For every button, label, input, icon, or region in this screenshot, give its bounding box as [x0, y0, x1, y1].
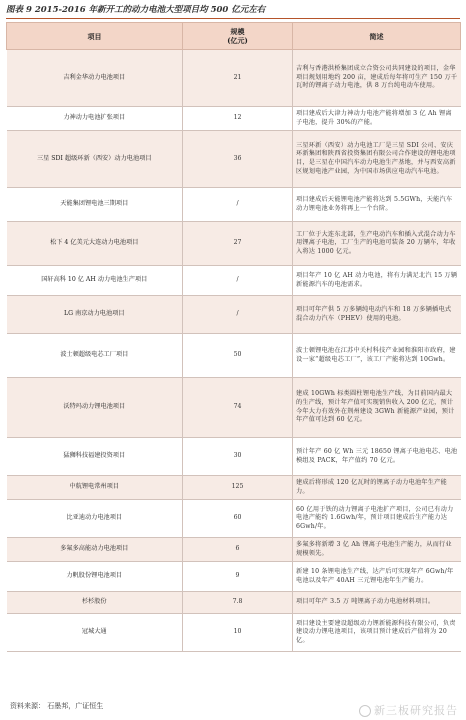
description-cell: 项目建设主要建设超级动力锂新能源科技有限公司，负责建设动力锂电池项目，该项目预计建成后产值将为 20 亿。 [293, 614, 461, 652]
description-cell: 预计年产 60 亿 Wh 三元 18650 锂离子电池电芯、电池模组及 PACK，年产值约 70 亿元。 [293, 438, 461, 476]
project-name-cell: 波士顿超级电芯工厂项目 [7, 334, 183, 378]
scale-cell: 74 [183, 378, 293, 438]
description-cell: 项目建成后天能锂电池产能将达到 5.5GWh，天能汽车动力锂电池业务将再上一个台阶。 [293, 188, 461, 222]
header-scale-line2: (亿元) [227, 36, 248, 45]
table-row [7, 500, 461, 538]
project-name-cell: 力帆股份锂电池项目 [7, 562, 183, 592]
description-cell: 项目建成后大津力神动力电池产能将增加 3 亿 Ah 锂离子电池，提升 30%的产能。 [293, 107, 461, 131]
project-name-cell: 松下 4 亿美元大连动力电池项目 [7, 222, 183, 266]
description-cell: 项目可年产 3.5 万 吨锂离子动力电池材料项目。 [293, 592, 461, 614]
header-project: 项目 [7, 23, 183, 50]
scale-cell: 9 [183, 562, 293, 592]
description-cell: 项目可年产供 5 万多辆纯电动汽车和 18 万多辆插电式混合动力汽车（PHEV）使用的电池。 [293, 296, 461, 334]
project-name-cell: 猛狮科技福建投资项目 [7, 438, 183, 476]
table-row [7, 296, 461, 334]
table-body [7, 50, 461, 652]
scale-cell: 125 [183, 476, 293, 500]
projects-table [6, 22, 461, 652]
table-row [7, 131, 461, 188]
description-cell: 项目年产 10 亿 AH 动力电池，将有力满足北汽 15 万辆新能源汽车的电池需求。 [293, 266, 461, 296]
scale-cell: 36 [183, 131, 293, 188]
watermark [359, 702, 458, 718]
table-row [7, 614, 461, 652]
table-header-row [7, 23, 461, 50]
header-scale [183, 23, 293, 50]
description-cell: 多氟多将新增 3 亿 Ah 锂离子电池生产能力，从而行业规模领先。 [293, 538, 461, 562]
table-row [7, 378, 461, 438]
table-row [7, 562, 461, 592]
table-row [7, 334, 461, 378]
table-row [7, 538, 461, 562]
scale-cell: 10 [183, 614, 293, 652]
scale-cell: / [183, 188, 293, 222]
scale-cell: / [183, 266, 293, 296]
project-name-cell: 杉杉股份 [7, 592, 183, 614]
description-cell: 工厂位于大连东北部，生产电动汽车和插入式混合动力车用锂离子电池，工厂生产的电池可装备 20 万辆车，年收入将达 1000 亿元。 [293, 222, 461, 266]
scale-cell: / [183, 296, 293, 334]
scale-cell: 30 [183, 438, 293, 476]
table-row [7, 188, 461, 222]
table-row [7, 438, 461, 476]
table-row [7, 592, 461, 614]
project-name-cell: 冠城大通 [7, 614, 183, 652]
scale-cell: 27 [183, 222, 293, 266]
table-row [7, 222, 461, 266]
description-cell: 建成 10GWh 标类圆柱锂电池生产线，为目前国内最大的生产线，预计年产值可实现销售收入 200 亿元，预计今年大力有效外在荆州建设 3GWh 新能源产业园，预计年产值可达到 60 亿元。 [293, 378, 461, 438]
project-name-cell: 三星 SDI 超级环新（西安）动力电池项目 [7, 131, 183, 188]
project-name-cell: LG 南京动力电池项目 [7, 296, 183, 334]
scale-cell: 7.8 [183, 592, 293, 614]
project-name-cell: 力神动力电池扩张项目 [7, 107, 183, 131]
header-scale-line1: 规模 [230, 27, 245, 36]
project-name-cell: 天能集团锂电池三期项目 [7, 188, 183, 222]
table-row [7, 50, 461, 107]
project-name-cell: 多氟多高能动力电池项目 [7, 538, 183, 562]
project-name-cell: 比亚迪动力电池项目 [7, 500, 183, 538]
description-cell: 三星环新（西安）动力电池工厂是三星 SDI 公司、安庆环新集团和陕西省投资集团有限公司合作建设的锂电池项目，是三星在中国汽车动力电池生产基地，并与西安高新区规划电池产业园，为中国市场供应电动汽车电池。 [293, 131, 461, 188]
project-name-cell: 沃特玛动力锂电池项目 [7, 378, 183, 438]
project-name-cell: 中航锂电常州项目 [7, 476, 183, 500]
scale-cell: 6 [183, 538, 293, 562]
description-cell: 60 亿用于铁的动力锂离子电池扩产项目，公司已有动力电池产能约 1.6Gwh/年，预计项目建成后生产能力达 6Gwh/年。 [293, 500, 461, 538]
scale-cell: 21 [183, 50, 293, 107]
description-cell: 吉利与香港洪桥集团成立合资公司共同建设的项目，金华项目规划用地约 200 亩，建成后每年将可生产 150 万千瓦时的锂离子动力电池，供 8 万台纯电动车使用。 [293, 50, 461, 107]
scale-cell: 60 [183, 500, 293, 538]
wechat-icon [359, 705, 371, 717]
source-label: 资料来源： [10, 702, 45, 710]
source-note [10, 701, 103, 711]
project-name-cell: 吉利金华动力电池项目 [7, 50, 183, 107]
scale-cell: 12 [183, 107, 293, 131]
description-cell: 波士顿锂电池在江苏中关村科技产业园和淮阳市政府，建设一家“超级电芯工厂”，该工厂产能将达到 10Gwh。 [293, 334, 461, 378]
source-names: 石墨邦，广证恒生 [47, 702, 104, 710]
project-name-cell: 国轩高科 10 亿 AH 动力电池生产项目 [7, 266, 183, 296]
table-caption: 图表 9 2015-2016 年新开工的动力电池大型项目均 500 亿元左右 [6, 4, 460, 19]
table-row [7, 266, 461, 296]
scale-cell: 50 [183, 334, 293, 378]
description-cell: 建成后将形成 120 亿瓦时的锂离子动力电池年生产能力。 [293, 476, 461, 500]
header-desc: 简述 [293, 23, 461, 50]
table-row [7, 476, 461, 500]
table-row [7, 107, 461, 131]
watermark-text: 新三板研究报告 [374, 704, 458, 717]
description-cell: 新建 10 条锂电池生产线，达产后可实现年产 6Gwh/年电池以及年产 40AH 三元锂电池年生产能力。 [293, 562, 461, 592]
